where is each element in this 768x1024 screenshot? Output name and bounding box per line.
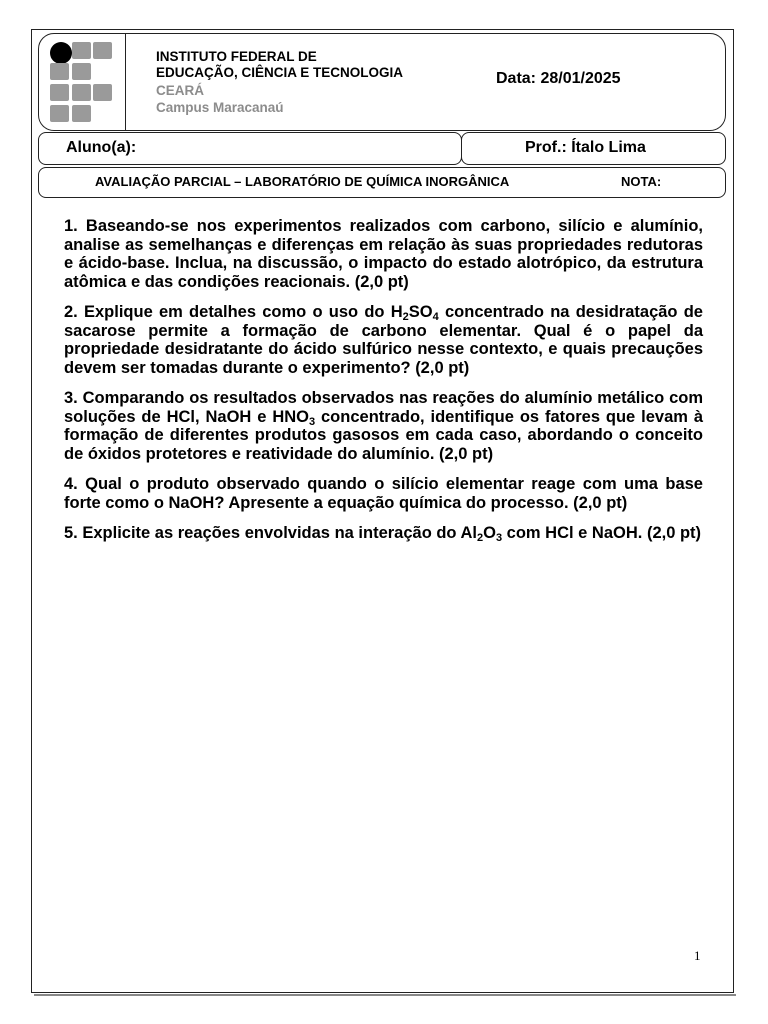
grade-label: NOTA: xyxy=(621,174,662,189)
exam-date: Data: 28/01/2025 xyxy=(496,70,621,87)
page-number: 1 xyxy=(694,948,701,963)
institution-state: CEARÁ xyxy=(156,83,205,98)
question-list xyxy=(64,217,703,555)
formula-h2so4: $H_2SO_4$ xyxy=(390,303,439,323)
logo-dot xyxy=(50,42,72,64)
question-4: 4. Qual o produto observado quando o silício elementar reage com uma base forte como o NaOH? Apresente a equação química do processo. (2,0 pt) xyxy=(64,475,703,512)
formula-al2o3: $Al_2O_3$ xyxy=(460,524,503,544)
institution-line1: INSTITUTO FEDERAL DE xyxy=(156,49,317,64)
question-5: 5. Explicite as reações envolvidas na interação do $Al_2O_3$ com HCl e NaOH. (2,0 pt) xyxy=(64,524,702,544)
question-3: 3. Comparando os resultados observados nas reações do alumínio metálico com soluções de HCl, NaOH e $HNO_3$ concentrado, identifique os fatores que levam à formação de diferentes produtos gasosos em cada caso, abordando o conceito de óxidos protetores e reatividade do alumínio. (2,0 pt) xyxy=(64,389,703,463)
question-2: 2. Explique em detalhes como o uso do $H_2SO_4$ concentrado na desidratação de sacarose permite a formação de carbono elementar. Qual é o papel da propriedade desidratante do ácido sulfúrico nesse contexto, e quais precauções devem ser tomadas durante o experimento? (2,0 pt) xyxy=(64,303,703,377)
ifce-logo-icon xyxy=(50,42,114,124)
institution-name xyxy=(156,49,456,81)
student-label: Aluno(a): xyxy=(66,139,137,156)
institution-campus: Campus Maracanaú xyxy=(156,100,284,115)
formula-hno3: $HNO_3$ xyxy=(272,407,316,428)
professor-label: Prof.: Ítalo Lima xyxy=(525,139,646,156)
header-frame xyxy=(38,33,726,131)
institution-line2: EDUCAÇÃO, CIÊNCIA E TECNOLOGIA xyxy=(156,65,404,80)
question-1: 1. Baseando-se nos experimentos realizados com carbono, silício e alumínio, analise as semelhanças e diferenças em relação às suas propriedades redutoras e ácido-base. Inclua, na discussão, o impacto do estado alotrópico, da estrutura atômica e das condições reacionais. (2,0 pt) xyxy=(64,217,703,291)
exam-title: AVALIAÇÃO PARCIAL – LABORATÓRIO DE QUÍMICA INORGÂNICA xyxy=(95,174,510,189)
institution-subtitle xyxy=(156,82,284,116)
